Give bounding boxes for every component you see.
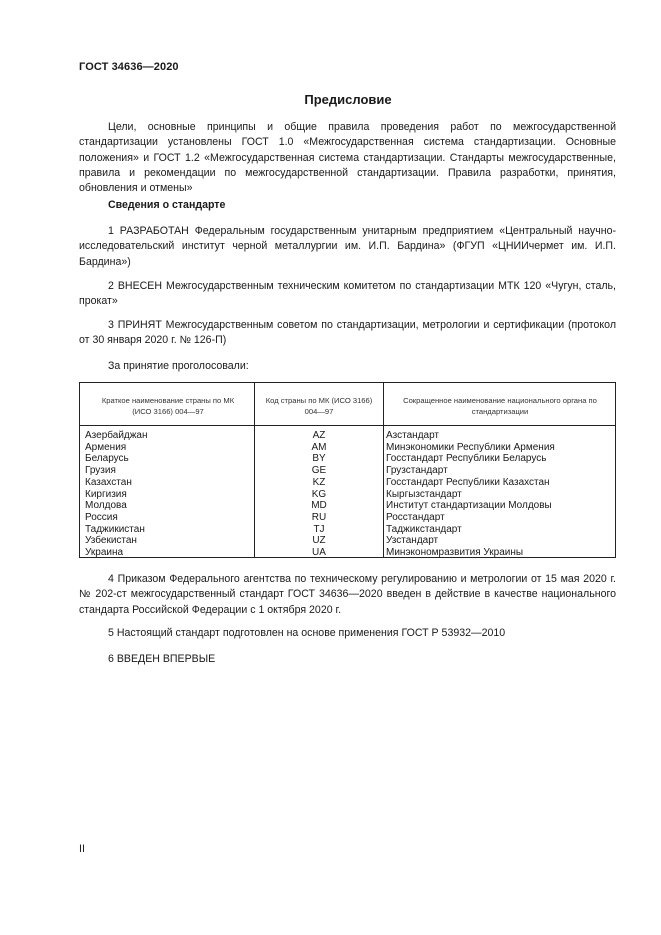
country-code: RU: [311, 511, 327, 523]
table-divider: [254, 383, 255, 557]
country-name: Молдова: [85, 500, 127, 512]
country-code: UZ: [312, 535, 326, 547]
country-code: AM: [311, 441, 327, 453]
column-header-code: Код страны по МК (ИСО 3166) 004—97: [265, 396, 373, 416]
standards-body: Кыргызстандарт: [386, 488, 462, 500]
table-header-rule: [80, 425, 615, 426]
column-header-country: Краткое наименование страны по МК (ИСО 3166) 004—97: [101, 396, 235, 416]
country-code: KG: [311, 488, 327, 500]
standards-body: Госстандарт Республики Беларусь: [386, 453, 547, 465]
intro-paragraph: Цели, основные принципы и общие правила проведения работ по межгосударственной стандартизации установлены ГОСТ 1.0 «Межгосударственная система стандартизации. Основные положения» и ГОСТ 1.2 «Межгосударственная система стандартизации. Стандарты межгосударственные, правила и рекомендации по межгосударственной стандартизации. Правила разработки, принятия, обновления и отмены»: [79, 121, 616, 195]
country-name: Грузия: [85, 465, 116, 477]
standards-body: Грузстандарт: [386, 465, 448, 477]
country-name: Беларусь: [85, 453, 129, 465]
item-introduced: 6 ВВЕДЕН ВПЕРВЫЕ: [108, 653, 216, 665]
country-name: Россия: [85, 511, 118, 523]
country-name: Казахстан: [85, 476, 132, 488]
country-name: Киргизия: [85, 488, 127, 500]
item-enacted: 4 Приказом Федерального агентства по техническому регулированию и метрологии от 15 мая 2020 г. № 202-ст межгосударственный стандарт ГОСТ 34636—2020 введен в действие в качестве национального стандарта Российской Федерации с 1 октября 2020 г.: [79, 573, 616, 616]
column-header-body: Сокращенное наименование национального органа по стандартизации: [403, 396, 597, 416]
country-name: Азербайджан: [85, 430, 148, 441]
standards-body: Госстандарт Республики Казахстан: [386, 476, 550, 488]
country-name: Узбекистан: [85, 535, 137, 547]
item-adopted: 3 ПРИНЯТ Межгосударственным советом по стандартизации, метрологии и сертификации (протокол от 30 января 2020 г. № 126-П): [79, 319, 616, 347]
country-column: [85, 430, 148, 559]
country-name: Таджикистан: [85, 523, 145, 535]
standards-body-column: [386, 430, 555, 559]
table-divider: [383, 383, 384, 557]
vote-intro: За принятие проголосовали:: [108, 360, 249, 372]
country-name: Украина: [85, 547, 124, 559]
page-number: II: [79, 843, 85, 855]
standards-body: Минэкономики Республики Армения: [386, 441, 555, 453]
item-developed: 1 РАЗРАБОТАН Федеральным государственным унитарным предприятием «Центральный научно-исследовательский институт черной металлургии им. И.П. Бардина» (ФГУП «ЦНИИчермет им. И.П. Бардина»): [79, 225, 616, 268]
document-code-header: ГОСТ 34636—2020: [79, 61, 179, 73]
standards-body: Таджикстандарт: [386, 523, 462, 535]
page-title: Предисловие: [304, 92, 392, 107]
standards-body: Институт стандартизации Молдовы: [386, 500, 552, 512]
voting-table: [79, 382, 616, 558]
country-code: KZ: [312, 476, 326, 488]
info-heading: Сведения о стандарте: [108, 199, 226, 211]
code-column: [256, 430, 382, 559]
country-code: UA: [312, 547, 326, 559]
country-code: AZ: [312, 430, 326, 441]
country-name: Армения: [85, 441, 127, 453]
item-submitted: 2 ВНЕСЕН Межгосударственным техническим комитетом по стандартизации МТК 120 «Чугун, сталь, прокат»: [79, 280, 616, 308]
item-based-on: 5 Настоящий стандарт подготовлен на основе применения ГОСТ Р 53932—2010: [108, 627, 506, 639]
standards-body: Азстандарт: [386, 430, 440, 441]
country-code: MD: [311, 500, 327, 512]
standards-body: Узстандарт: [386, 535, 439, 547]
country-code: BY: [312, 453, 326, 465]
country-code: GE: [311, 465, 327, 477]
standards-body: Минэкономразвития Украины: [386, 547, 524, 559]
country-code: TJ: [313, 523, 325, 535]
standards-body: Росстандарт: [386, 511, 445, 523]
